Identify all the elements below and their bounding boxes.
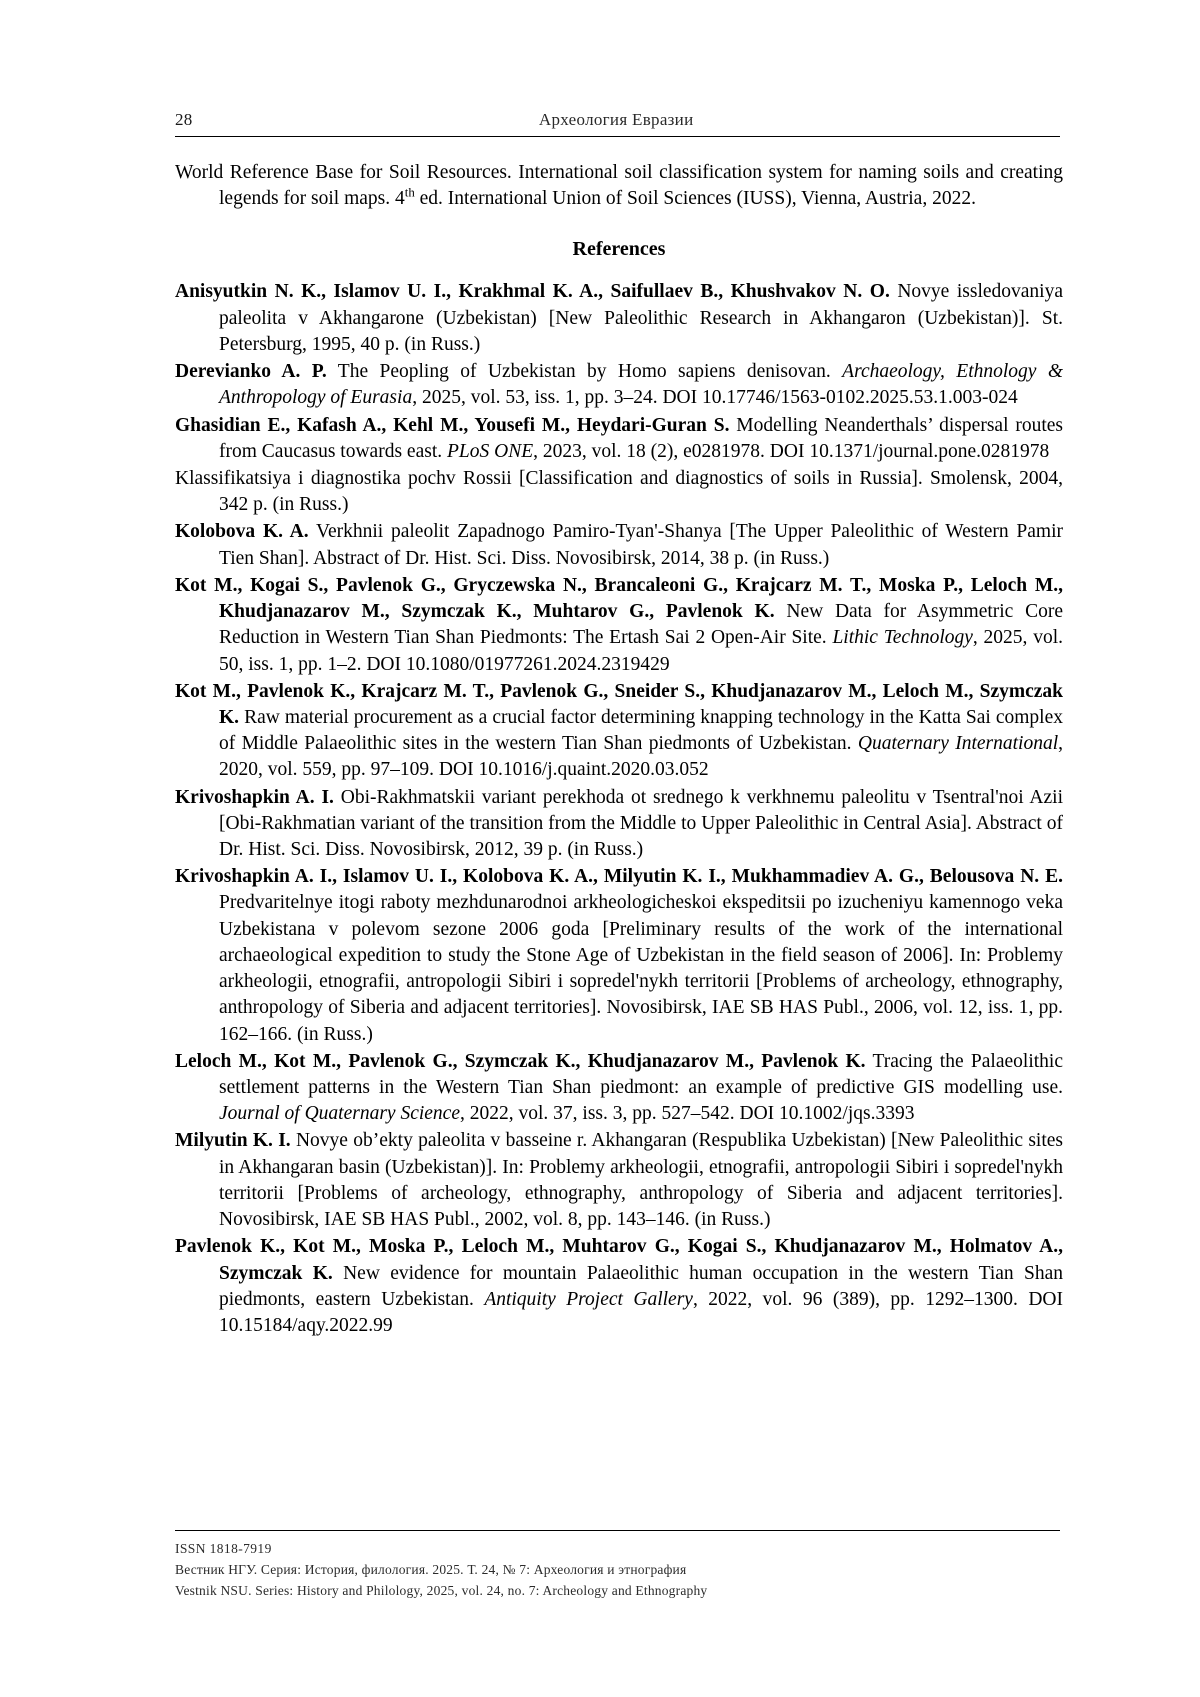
- reference-entry: Ghasidian E., Kafash A., Kehl M., Yousefi M., Heydari-Guran S. Modelling Neanderthals’ dispersal routes from Caucasus towards east. PLoS ONE, 2023, vol. 18 (2), e0281978. DOI 10.1371/journal.pone.0281978: [175, 414, 1063, 462]
- journal-citation-en: Vestnik NSU. Series: History and Philology, 2025, vol. 24, no. 7: Archeology and Ethnography: [175, 1582, 708, 1598]
- intro-paragraph: World Reference Base for Soil Resources. International soil classification system for naming soils and creating legends for soil maps. 4th ed. International Union of Soil Sciences (IUSS), Vienna, Austria, 2022.: [175, 162, 1063, 210]
- journal-running-title: Археология Евразии: [538, 110, 694, 129]
- footer-divider: [175, 1530, 1060, 1531]
- header-divider: [175, 136, 1060, 137]
- reference-entry: Kolobova K. A. Verkhnii paleolit Zapadnogo Pamiro-Tyan'-Shanya [The Upper Paleolithic of Western Pamir Tien Shan]. Abstract of Dr. Hist. Sci. Diss. Novosibirsk, 2014, 38 p. (in Russ.): [175, 521, 1064, 569]
- page-footer: [175, 1530, 1060, 1602]
- journal-citation-ru: Вестник НГУ. Серия: История, филология. 2025. Т. 24, № 7: Археология и этнография: [175, 1561, 687, 1577]
- issn-line: ISSN 1818-7919: [175, 1541, 272, 1556]
- page-header: [175, 110, 1060, 130]
- reference-entry: Derevianko A. P. The Peopling of Uzbekistan by Homo sapiens denisovan. Archaeology, Ethnology & Anthropology of Eurasia, 2025, vol. 53, iss. 1, pp. 3–24. DOI 10.17746/1563-0102.2025.53.1.003-024: [175, 361, 1063, 409]
- reference-entry: Anisyutkin N. K., Islamov U. I., Krakhmal K. A., Saifullaev B., Khushvakov N. O. Novye issledovaniya paleolita v Akhangarone (Uzbekistan) [New Paleolithic Research in Akhangaron (Uzbekistan)]. St. Petersburg, 1995, 40 p. (in Russ.): [175, 281, 1063, 355]
- references-list: [175, 279, 1063, 1339]
- page-number: 28: [175, 110, 193, 129]
- reference-entry: Klassifikatsiya i diagnostika pochv Rossii [Classification and diagnostics of soils in Russia]. Smolensk, 2004, 342 p. (in Russ.): [175, 467, 1063, 516]
- reference-entry: Krivoshapkin A. I., Islamov U. I., Kolobova K. A., Milyutin K. I., Mukhammadiev A. G., Belousova N. E. Predvaritelnye itogi raboty mezhdunarodnoi arkheologicheskoi ekspeditsii po izucheniyu kamennogo veka Uzbekistana v polevom sezone 2006 goda [Preliminary results of the work of the international archaeological expedition to study the Stone Age of Uzbekistan in the field season of 2006]. In: Problemy arkheologii, etnografii, antropologii Sibiri i sopredel'nykh territorii [Problems of archeology, ethnography, anthropology of Siberia and adjacent territories]. Novosibirsk, IAE SB HAS Publ., 2006, vol. 12, iss. 1, pp. 162–166. (in Russ.): [175, 866, 1063, 1045]
- reference-entry: Kot M., Kogai S., Pavlenok G., Gryczewska N., Brancaleoni G., Krajcarz M. T., Moska P., Leloch M., Khudjanazarov M., Szymczak K., Muhtarov G., Pavlenok K. New Data for Asymmetric Core Reduction in Western Tian Shan Piedmonts: The Ertash Sai 2 Open-Air Site. Lithic Technology, 2025, vol. 50, iss. 1, pp. 1–2. DOI 10.1080/01977261.2024.2319429: [175, 574, 1064, 675]
- reference-entry: Leloch M., Kot M., Pavlenok G., Szymczak K., Khudjanazarov M., Pavlenok K. Tracing the Palaeolithic settlement patterns in the Western Tian Shan piedmont: an example of predictive GIS modelling use. Journal of Quaternary Science, 2022, vol. 37, iss. 3, pp. 527–542. DOI 10.1002/jqs.3393: [175, 1050, 1063, 1125]
- reference-entry: Pavlenok K., Kot M., Moska P., Leloch M., Muhtarov G., Kogai S., Khudjanazarov M., Holmatov A., Szymczak K. New evidence for mountain Palaeolithic human occupation in the western Tian Shan piedmonts, eastern Uzbekistan. Antiquity Project Gallery, 2022, vol. 96 (389), pp. 1292–1300. DOI 10.15184/aqy.2022.99: [175, 1236, 1063, 1336]
- reference-entry: Kot M., Pavlenok K., Krajcarz M. T., Pavlenok G., Sneider S., Khudjanazarov M., Leloch M., Szymczak K. Raw material procurement as a crucial factor determining knapping technology in the Katta Sai complex of Middle Palaeolithic sites in the western Tian Shan piedmonts of Uzbekistan. Quaternary International, 2020, vol. 559, pp. 97–109. DOI 10.1016/j.quaint.2020.03.052: [175, 680, 1063, 781]
- references-heading: References: [572, 238, 666, 261]
- reference-entry: Krivoshapkin A. I. Obi-Rakhmatskii variant perekhoda ot srednego k verkhnemu paleolitu v Tsentral'noi Azii [Obi-Rakhmatian variant of the transition from the Middle to Upper Paleolithic in Central Asia]. Abstract of Dr. Hist. Sci. Diss. Novosibirsk, 2012, 39 p. (in Russ.): [175, 786, 1063, 861]
- reference-entry: Milyutin K. I. Novye ob’ekty paleolita v basseine r. Akhangaran (Respublika Uzbekistan) [New Paleolithic sites in Akhangaran basin (Uzbekistan)]. In: Problemy arkheologii, etnografii, antropologii Sibiri i sopredel'nykh territorii [Problems of archeology, ethnography, anthropology of Siberia and adjacent territories]. Novosibirsk, IAE SB HAS Publ., 2002, vol. 8, pp. 143–146. (in Russ.): [175, 1130, 1063, 1231]
- page-content: [175, 160, 1063, 1340]
